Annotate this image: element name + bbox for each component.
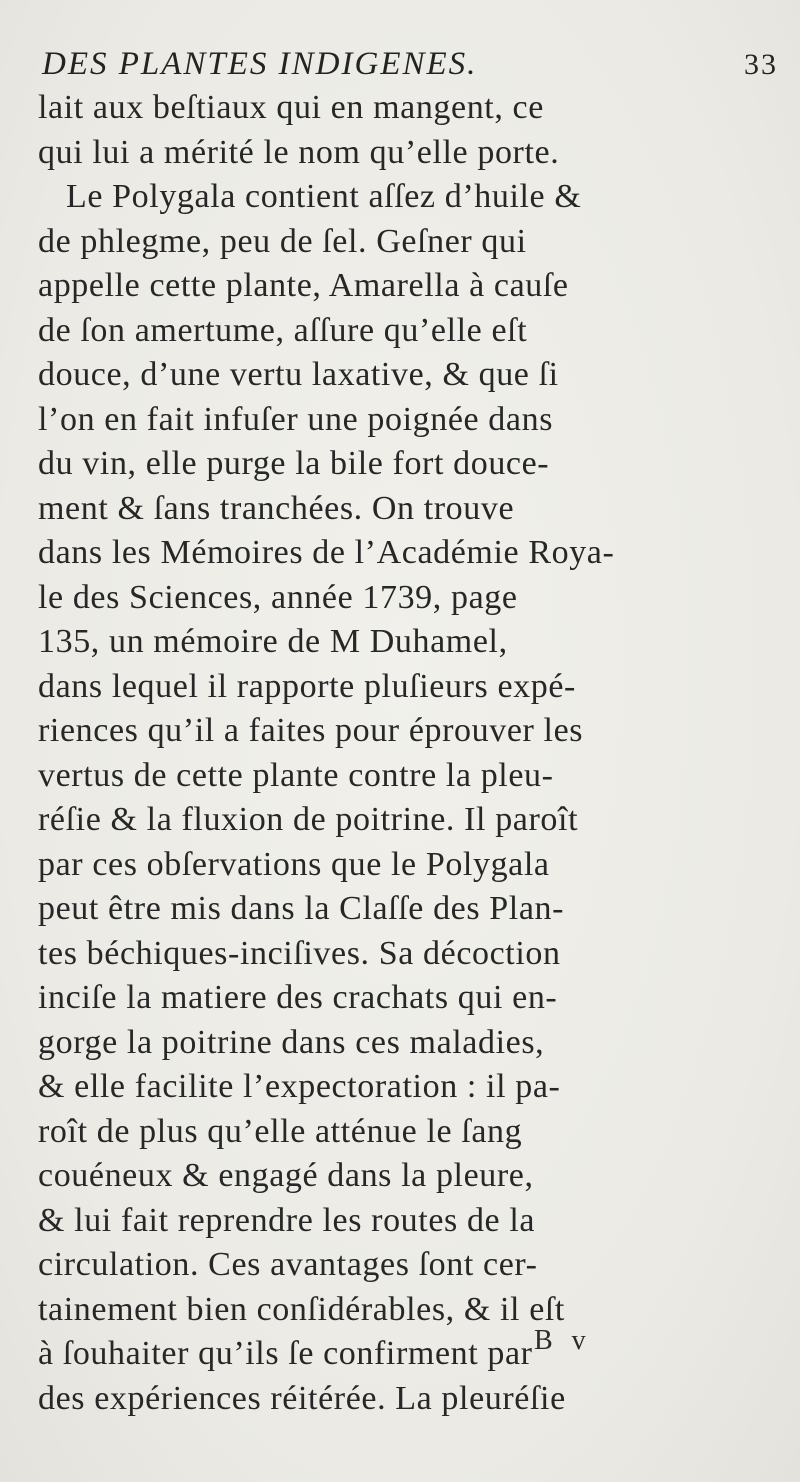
page-number: 33 [744,48,778,81]
text-line: par ces obſervations que le Polygala [38,845,550,883]
text-line: & elle facilite l’expectoration : il pa- [38,1068,561,1105]
text-line: circulation. Ces avantages ſont cer- [38,1246,538,1283]
text-line: à ſouhaiter qu’ils ſe confirment par [38,1335,533,1372]
text-line: dans les Mémoires de l’Académie Roya- [38,534,615,571]
signature-mark: B v [534,1325,592,1356]
text-line: de phlegme, peu de ſel. Geſner qui [38,222,527,260]
text-line: de ſon amertume, aſſure qu’elle eſt [38,311,528,349]
text-line: des expériences réitérée. La pleuréſie [38,1379,566,1417]
text-line: inciſe la matiere des crachats qui en- [38,979,558,1016]
running-title: DES PLANTES INDIGENES. [42,46,478,82]
text-line: lait aux beſtiaux qui en mangent, ce [38,89,544,126]
text-line: tainement bien conſidérables, & il eſt [38,1290,565,1328]
text-line: 135, un mémoire de M Duhamel, [38,623,508,660]
text-line: riences qu’il a faites pour éprouver les [38,712,584,749]
text-line: & lui fait reprendre les routes de la [38,1201,536,1239]
text-line: roît de plus qu’elle atténue le ſang [38,1112,523,1150]
text-line: Le Polygala contient aſſez d’huile & [66,178,582,215]
text-line: ment & ſans tranchées. On trouve [38,489,515,527]
text-line: dans lequel il rapporte pluſieurs expé- [38,667,576,705]
text-line: couéneux & engagé dans la pleure, [38,1157,534,1194]
text-line: peut être mis dans la Claſſe des Plan- [38,890,565,927]
text-line: qui lui a mérité le nom qu’elle porte. [38,133,560,171]
text-line: du vin, elle purge la bile fort douce- [38,445,550,482]
text-line: vertus de cette plante contre la pleu- [38,756,554,794]
text-line: douce, d’une vertu laxative, & que ſi [38,356,559,393]
text-line: tes béchiques-inciſives. Sa décoction [38,934,561,972]
text-line: l’on en fait infuſer une poignée dans [38,400,554,438]
text-line: le des Sciences, année 1739, page [38,578,518,616]
text-line: gorge la poitrine dans ces maladies, [38,1023,545,1061]
body-text [38,86,798,1421]
text-line: appelle cette plante, Amarella à cauſe [38,267,569,304]
text-line: réſie & la fluxion de poitrine. Il paroît [38,801,579,838]
